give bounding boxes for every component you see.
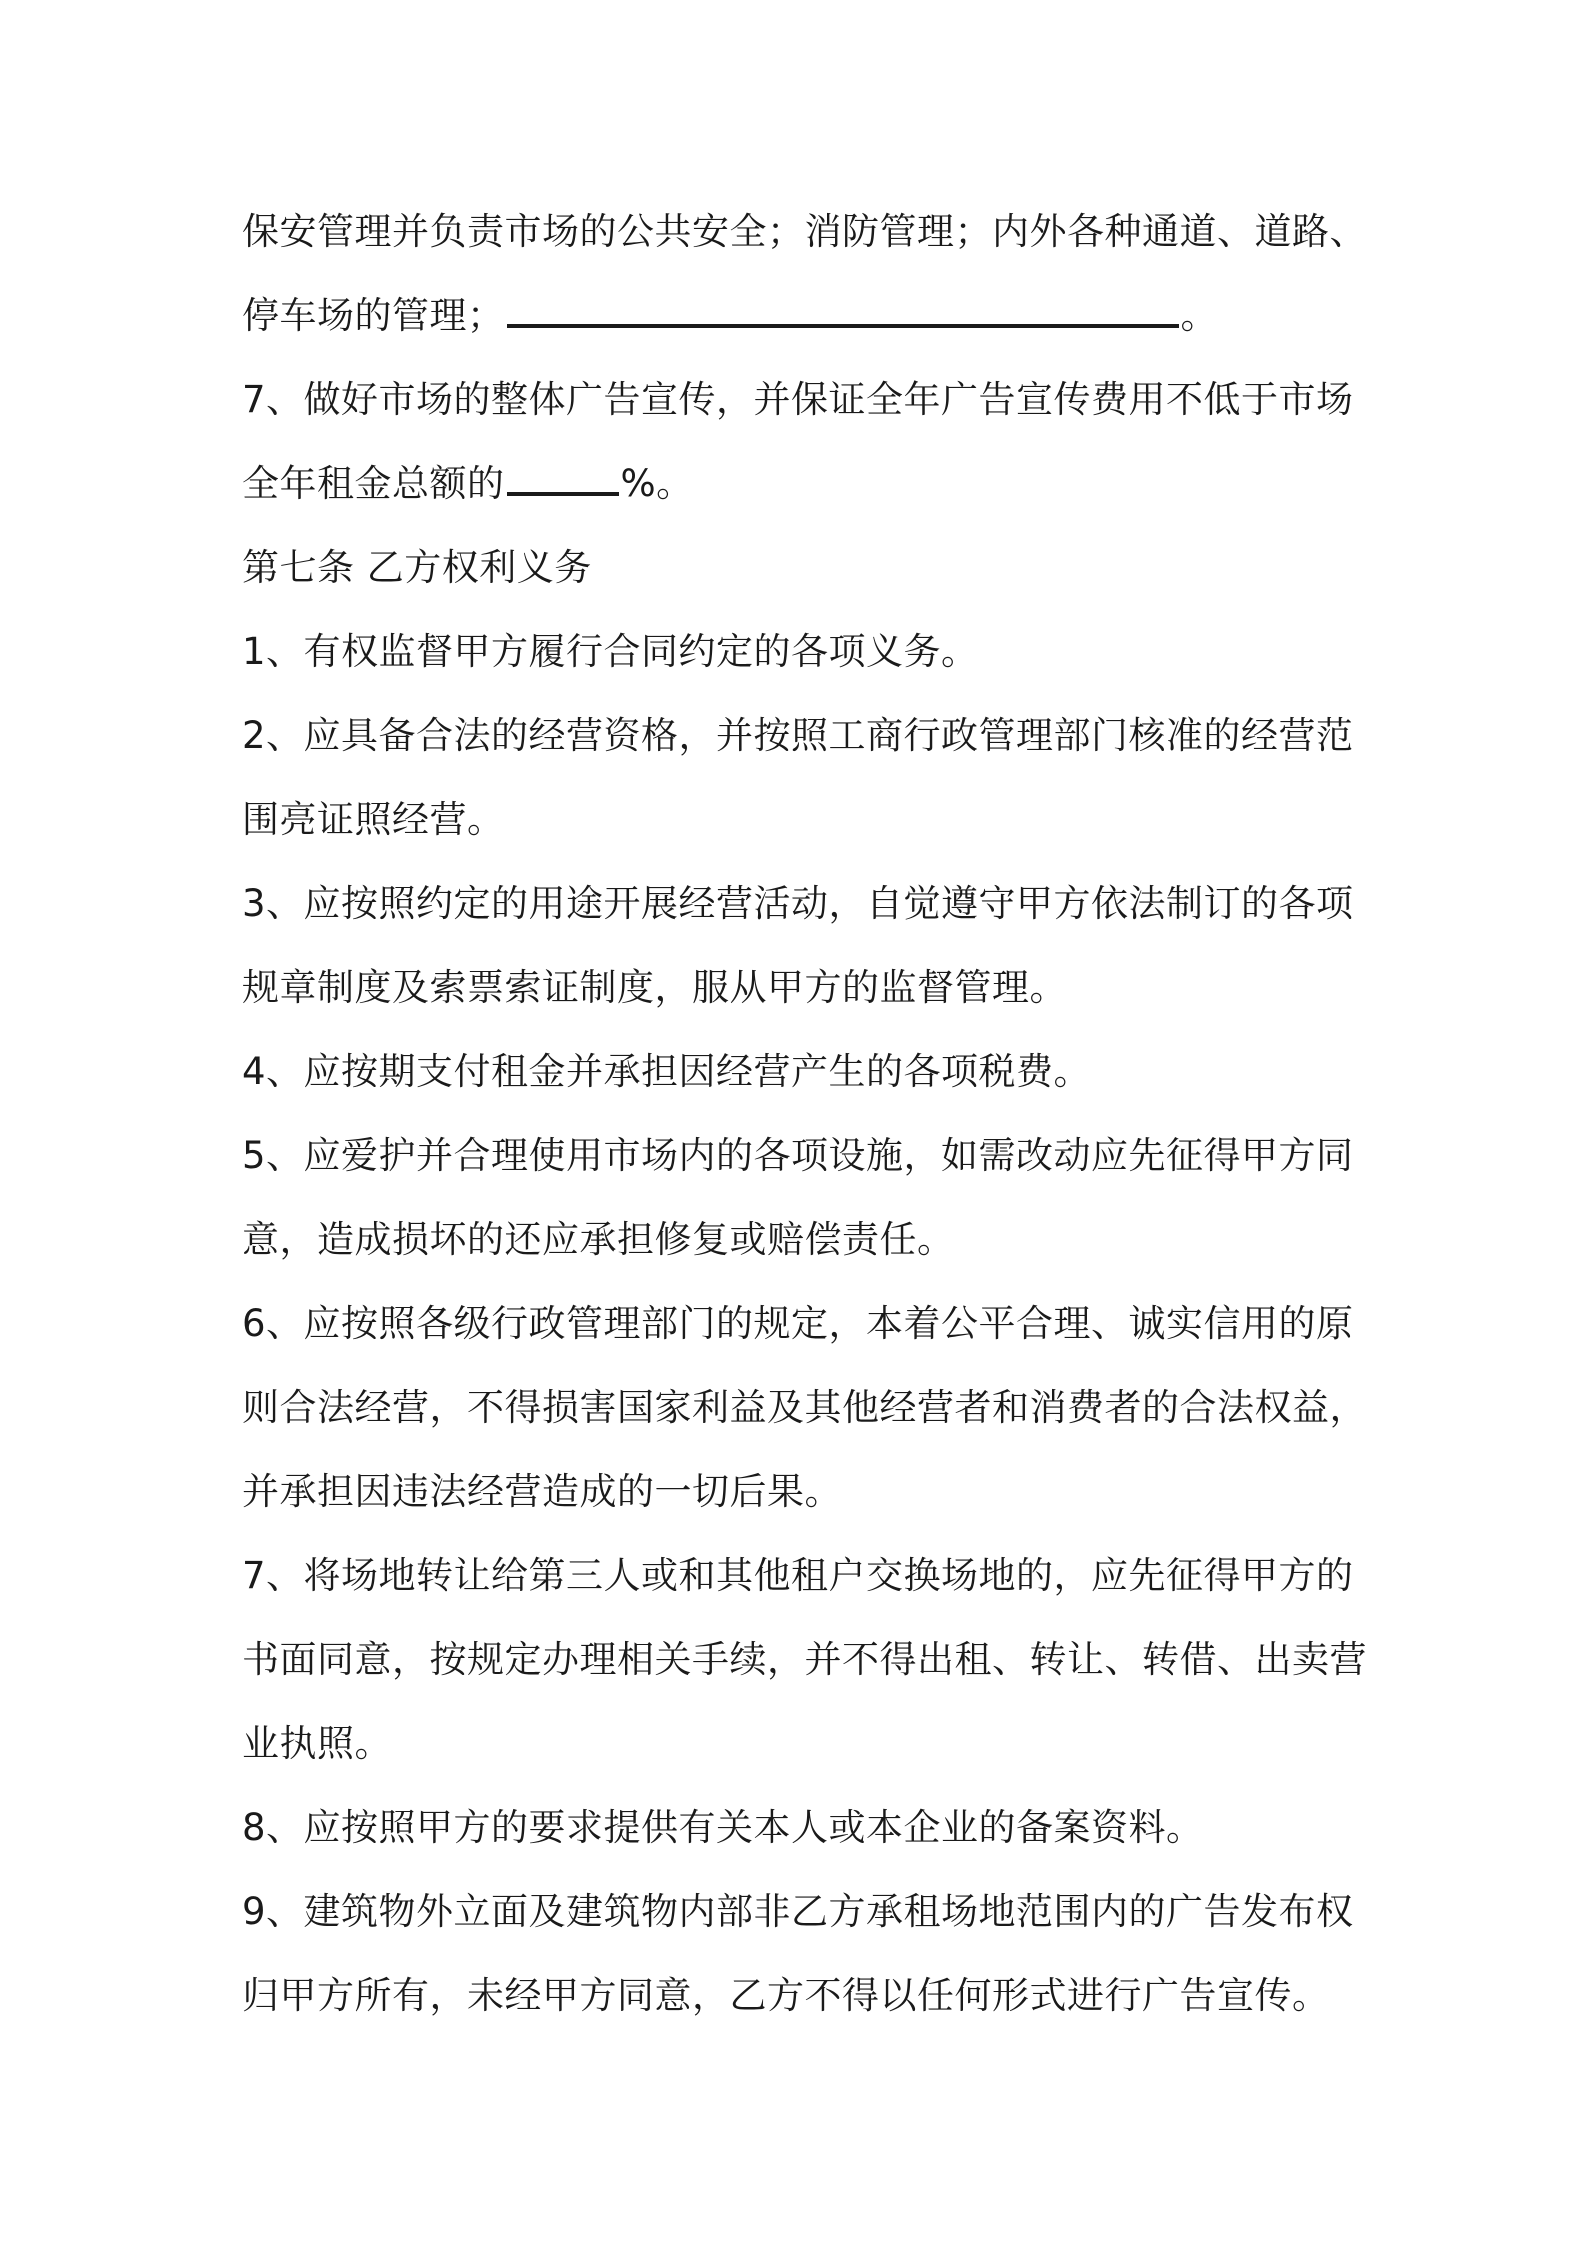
text-line: 意，造成损坏的还应承担修复或赔偿责任。 xyxy=(242,1218,955,1261)
text-segment: 停车场的管理； xyxy=(242,294,505,337)
text-line: 9、建筑物外立面及建筑物内部非乙方承租场地范围内的广告发布权 xyxy=(242,1890,1354,1933)
fill-in-blank xyxy=(507,284,1179,328)
text-line: 书面同意，按规定办理相关手续，并不得出租、转让、转借、出卖营 xyxy=(242,1638,1367,1681)
text-line: 规章制度及索票索证制度，服从甲方的监督管理。 xyxy=(242,966,1067,1009)
text-line: 3、应按照约定的用途开展经营活动，自觉遵守甲方依法制订的各项 xyxy=(242,882,1354,925)
text-line: 业执照。 xyxy=(242,1722,392,1765)
text-segment: %。 xyxy=(620,462,694,505)
text-segment: 全年租金总额的 xyxy=(242,462,505,505)
text-line: 7、做好市场的整体广告宣传，并保证全年广告宣传费用不低于市场 xyxy=(242,378,1354,421)
text-line: 1、有权监督甲方履行合同约定的各项义务。 xyxy=(242,630,979,673)
text-line: 5、应爱护并合理使用市场内的各项设施，如需改动应先征得甲方同 xyxy=(242,1134,1354,1177)
text-line-with-blank xyxy=(242,274,1362,358)
text-segment: 。 xyxy=(1180,294,1218,337)
text-line: 归甲方所有，未经甲方同意，乙方不得以任何形式进行广告宣传。 xyxy=(242,1974,1330,2017)
text-line: 6、应按照各级行政管理部门的规定，本着公平合理、诚实信用的原 xyxy=(242,1302,1354,1345)
text-line: 7、将场地转让给第三人或和其他租户交换场地的，应先征得甲方的 xyxy=(242,1554,1354,1597)
text-line: 则合法经营，不得损害国家利益及其他经营者和消费者的合法权益， xyxy=(242,1386,1367,1429)
section-heading: 第七条 乙方权利义务 xyxy=(242,546,592,589)
fill-in-blank xyxy=(507,452,619,496)
text-line: 保安管理并负责市场的公共安全；消防管理；内外各种通道、道路、 xyxy=(242,210,1367,253)
text-line: 围亮证照经营。 xyxy=(242,798,505,841)
text-line: 8、应按照甲方的要求提供有关本人或本企业的备案资料。 xyxy=(242,1806,1204,1849)
text-line: 并承担因违法经营造成的一切后果。 xyxy=(242,1470,842,1513)
text-line: 4、应按期支付租金并承担因经营产生的各项税费。 xyxy=(242,1050,1092,1093)
document-page xyxy=(242,190,1367,2038)
text-line: 2、应具备合法的经营资格，并按照工商行政管理部门核准的经营范 xyxy=(242,714,1354,757)
text-line-with-blank xyxy=(242,442,1362,526)
